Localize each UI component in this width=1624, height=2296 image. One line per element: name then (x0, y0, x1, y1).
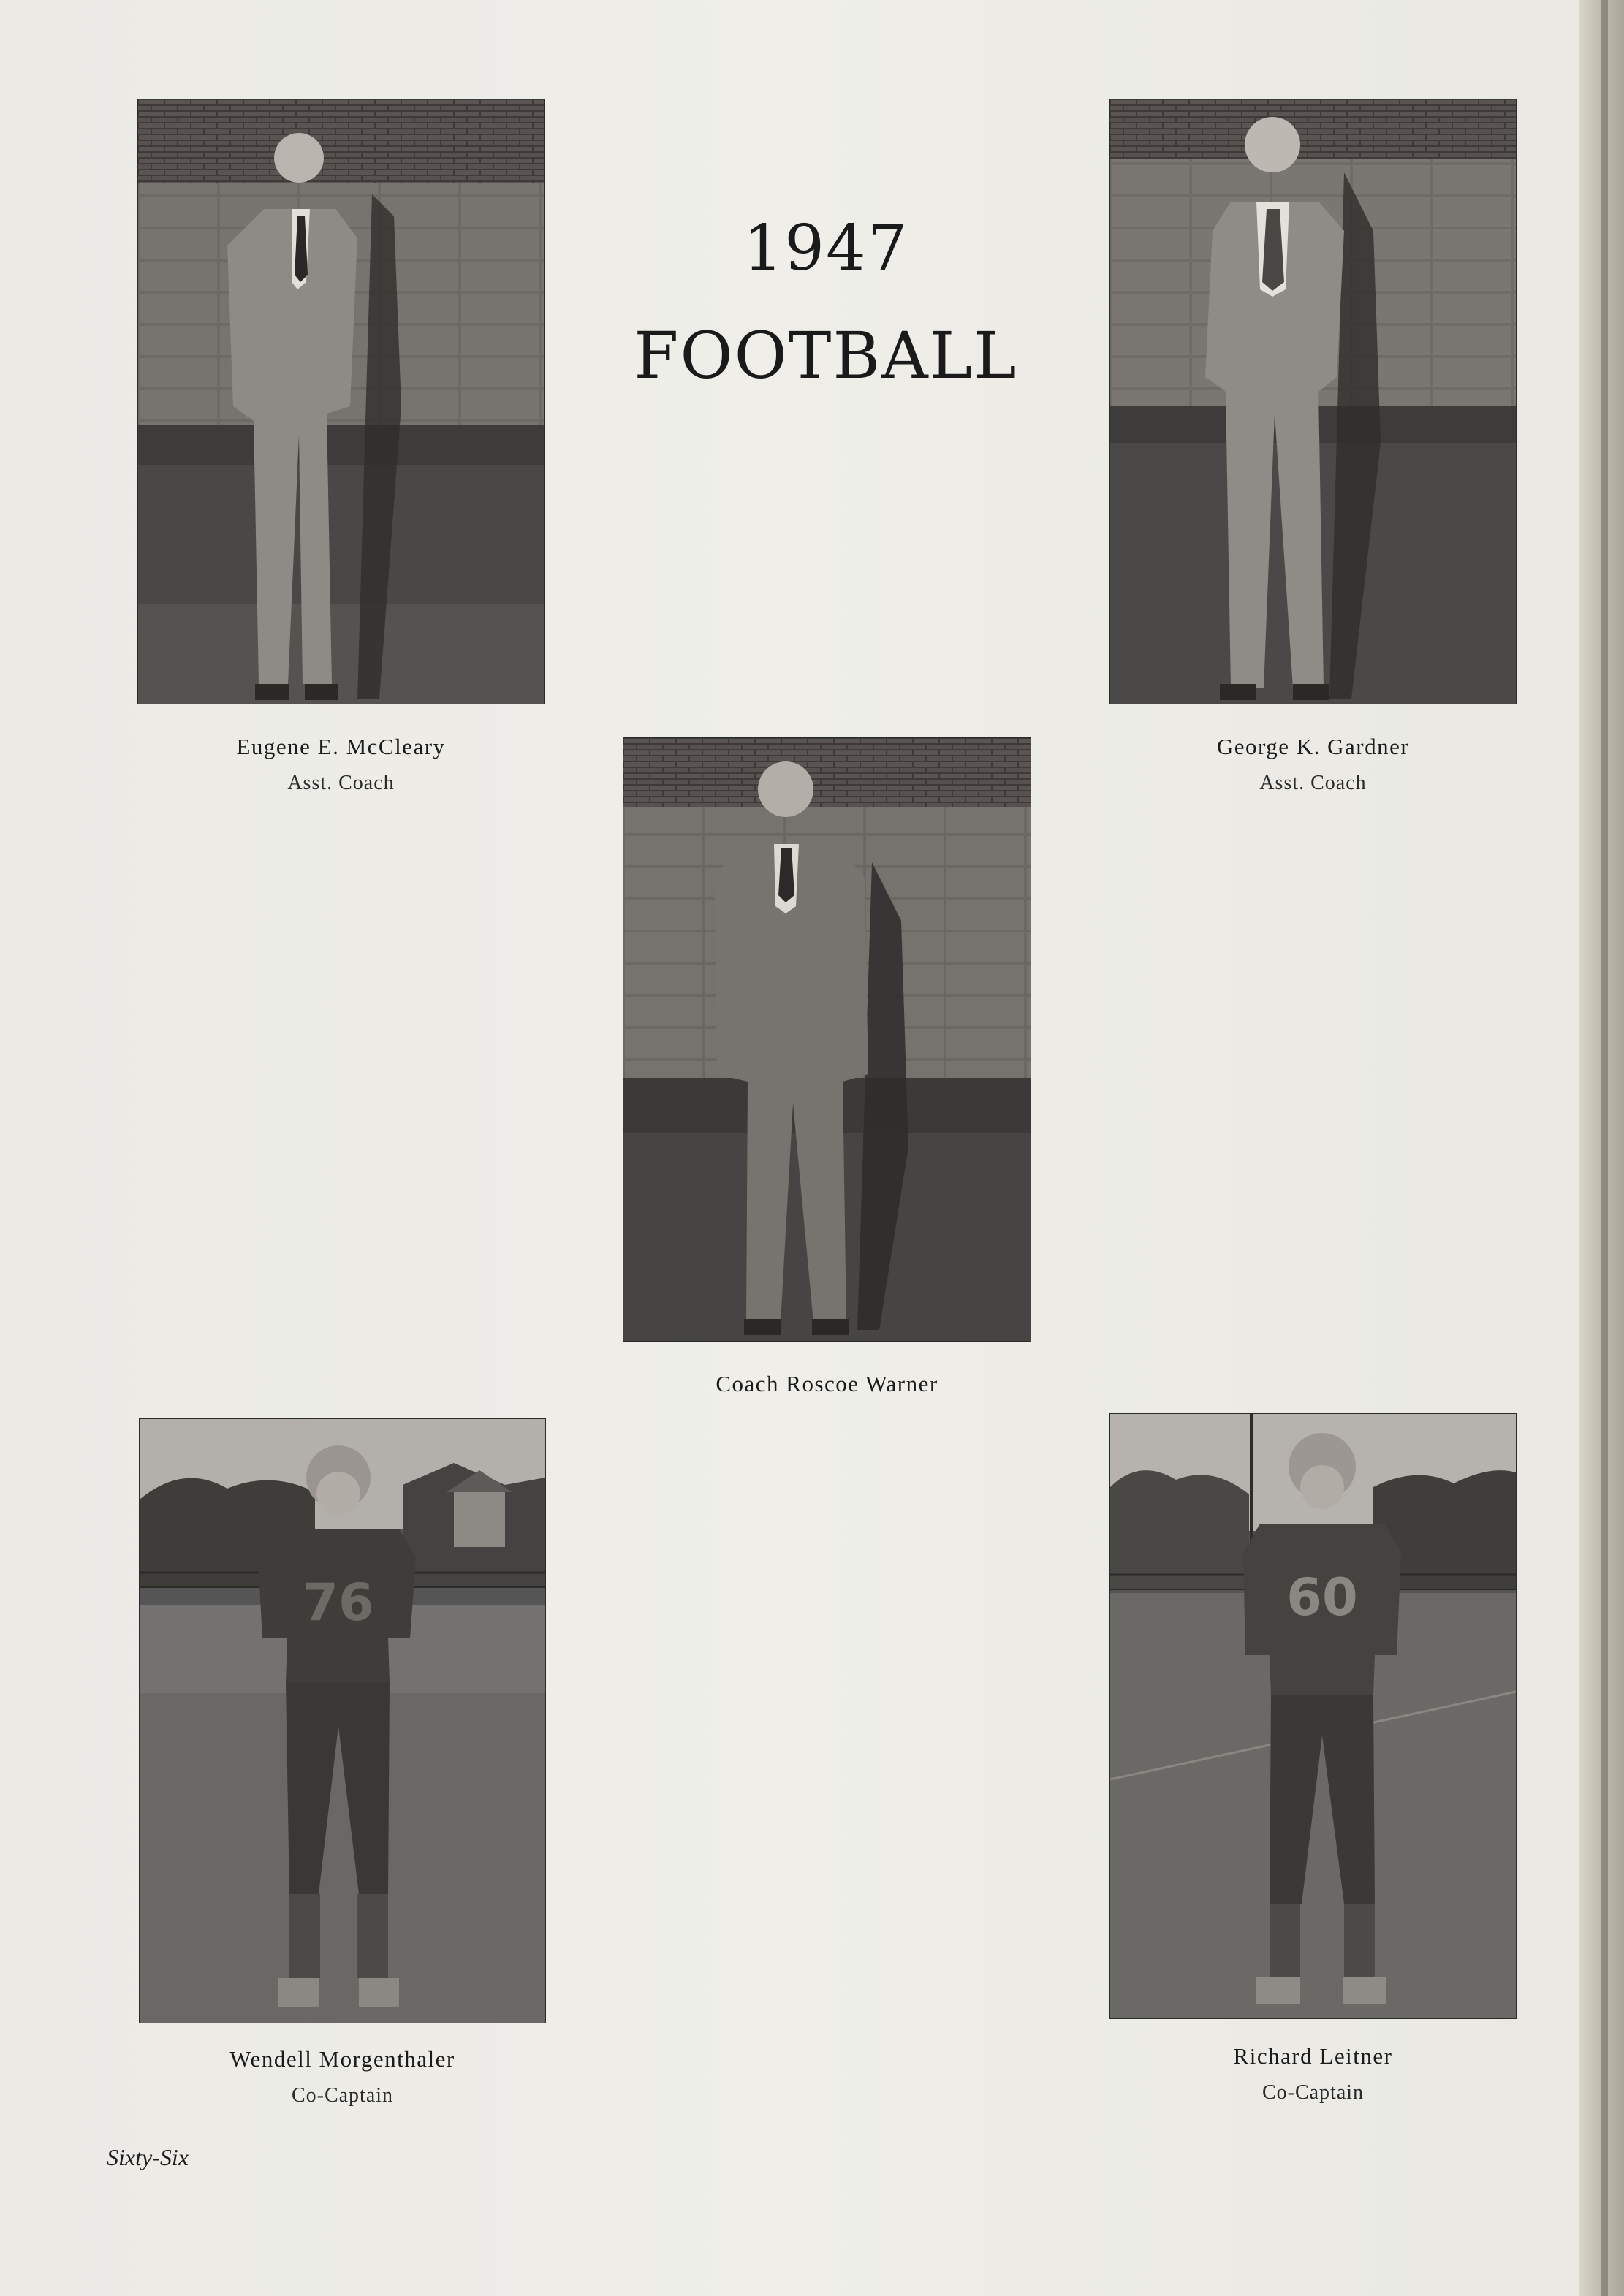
photo-mccleary (138, 99, 544, 704)
caption-name-gardner: George K. Gardner (1216, 734, 1410, 759)
caption-role-mccleary: Asst. Coach (287, 772, 395, 794)
photo-warner (623, 738, 1031, 1341)
photo-morgenthaler (140, 1419, 545, 2023)
jersey-number-76: 76 (303, 1573, 374, 1632)
book-gutter (1579, 0, 1624, 2296)
caption-name-leitner: Richard Leitner (1233, 2043, 1393, 2069)
caption-name-mccleary: Eugene E. McCleary (236, 734, 446, 759)
gutter-shadow (1601, 0, 1608, 2296)
caption-name-warner: Coach Roscoe Warner (716, 1371, 938, 1396)
photo-leitner (1110, 1414, 1516, 2018)
page-title-year: 1947 (743, 212, 909, 285)
photo-gardner (1110, 99, 1516, 704)
caption-role-gardner: Asst. Coach (1259, 772, 1367, 794)
page-folio: Sixty-Six (107, 2144, 189, 2170)
caption-role-leitner: Co-Captain (1261, 2081, 1365, 2104)
caption-name-morgenthaler: Wendell Morgenthaler (229, 2046, 455, 2072)
page-title-sport: FOOTBALL (634, 318, 1018, 393)
caption-role-morgenthaler: Co-Captain (291, 2084, 394, 2107)
jersey-number-60: 60 (1286, 1567, 1358, 1627)
